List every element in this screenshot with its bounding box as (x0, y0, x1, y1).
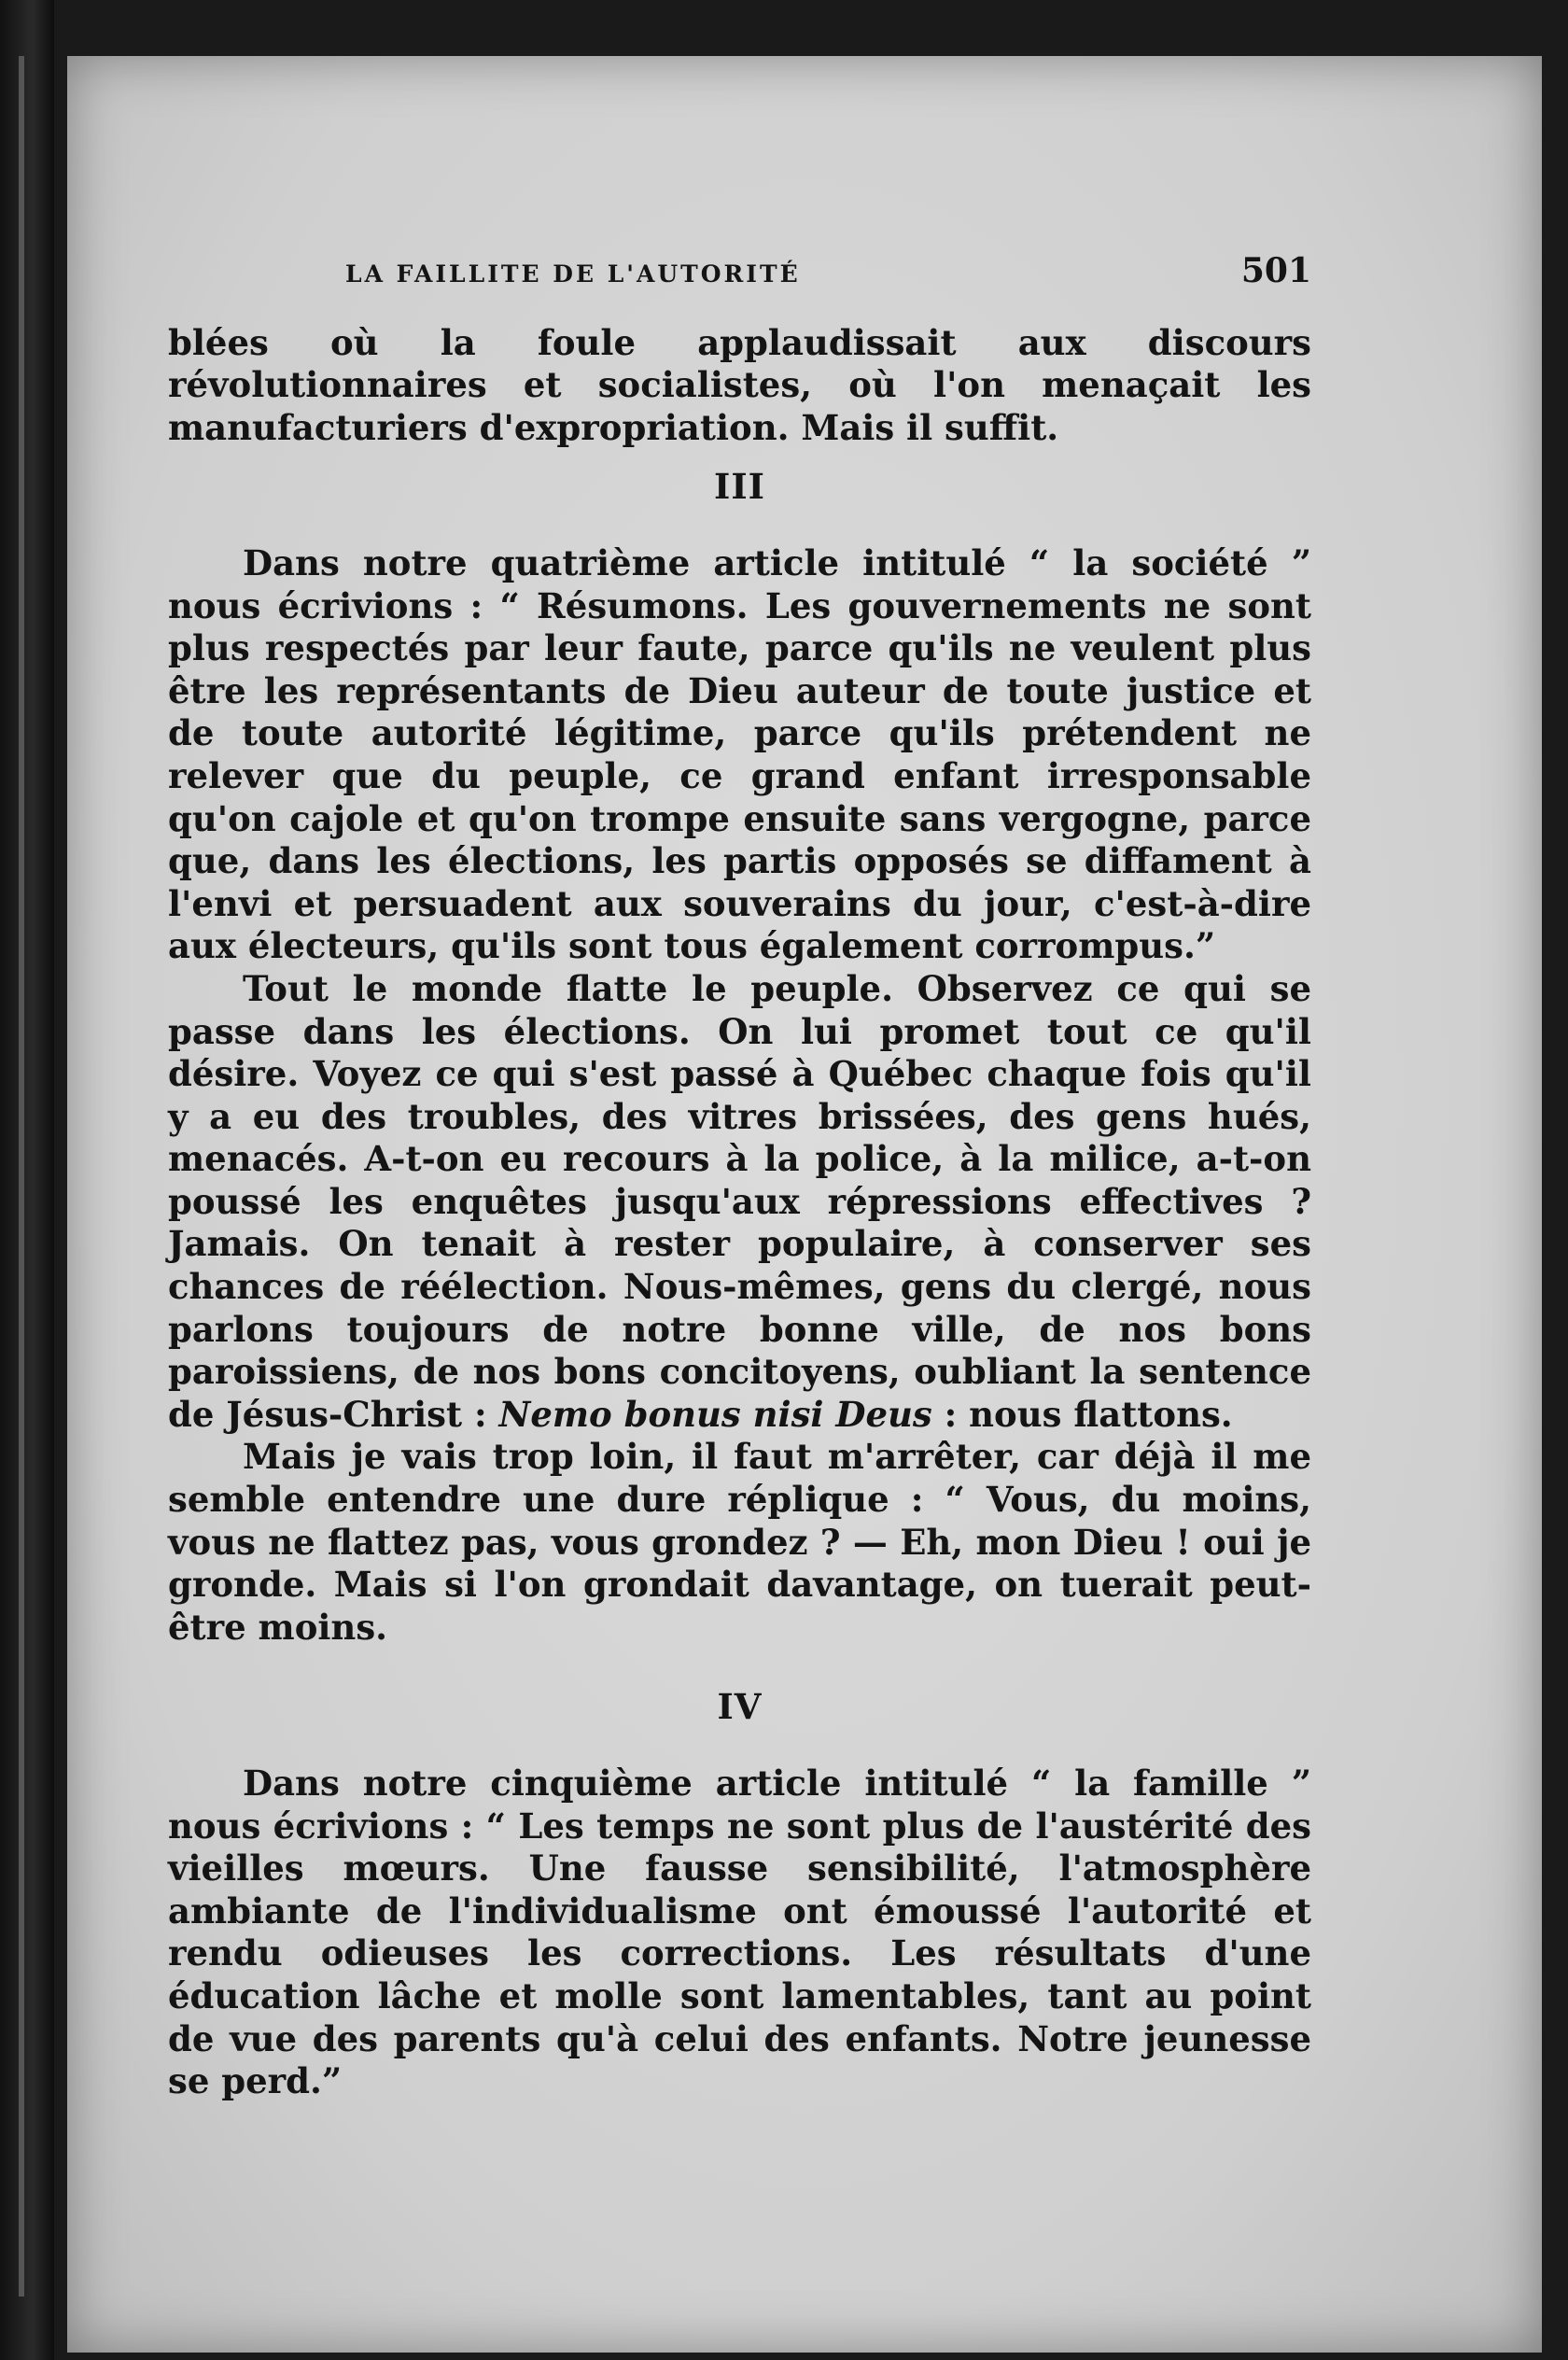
page-number: 501 (1240, 251, 1311, 290)
film-edge (0, 0, 54, 2360)
running-head (345, 250, 1311, 296)
page-text (168, 250, 1311, 2103)
paragraph-three-2-text: Tout le monde flatte le peuple. Observez ce qui se passe dans les élections. On lui promet tout ce qu'il désire. Voyez ce qui s'est passé à Québec chaque fois qu'il y a eu des troubles, des vitres brissées, des gens hués, menacés. A-t-on eu recours à la police, à la milice, a-t-on poussé les enquêtes jusqu'aux répressions effectives ? Jamais. On tenait à rester populaire, à conserver ses chances de réélection. Nous-mêmes, gens du clergé, nous parlons toujours de notre bonne ville, de nos bons paroissiens, de nos bons concitoyens, oubliant la sentence de Jésus-Christ : (168, 967, 1311, 1435)
paragraph-four-1: Dans notre cinquième article intitulé “ la famille ” nous écrivions : “ Les temps ne sont plus de l'austérité des vieilles mœurs. Une fausse sensibilité, l'atmosphère ambiante de l'individualisme ont émoussé l'autorité et rendu odieuses les corrections. Les résultats d'une éducation lâche et molle sont lamentables, tant au point de vue des parents qu'à celui des enfants. Notre jeunesse se perd.” (168, 1763, 1311, 2102)
paragraph-three-2 (168, 968, 1311, 1437)
section-heading-four: IV (717, 1686, 763, 1728)
paragraph-three-2-tail: : nous flattons. (931, 1393, 1233, 1435)
paragraph-three-1: Dans notre quatrième article intitulé “ la société ” nous écrivions : “ Résumons. Les gouvernements ne sont plus respectés par leur faute, parce qu'ils ne veulent plus être les représentants de Dieu auteur de toute justice et de toute autorité légitime, parce qu'ils prétendent ne relever que du peuple, ce grand enfant irresponsable qu'on cajole et qu'on trompe ensuite sans vergogne, parce que, dans les élections, les partis opposés se diffament à l'envi et persuadent aux souverains du jour, c'est-à-dire aux électeurs, qu'ils sont tous également corrompus.” (168, 541, 1311, 967)
paragraph-three-3: Mais je vais trop loin, il faut m'arrêter, car déjà il me semble entendre une dure réplique : “ Vous, du moins, vous ne flattez pas, vous grondez ? — Eh, mon Dieu ! oui je gronde. Mais si l'on grondait davantage, on tuerait peut-être moins. (168, 1436, 1311, 1648)
latin-quote: Nemo bonus nisi Deus (498, 1393, 932, 1435)
running-title: LA FAILLITE DE L'AUTORITÉ (345, 260, 801, 288)
paragraph-continued: blées où la foule applaudissait aux discours révolutionnaires et socialistes, où l'on menaçait les manufacturiers d'expropriation. Mais il suffit. (168, 321, 1311, 448)
section-heading-three: III (714, 466, 765, 508)
